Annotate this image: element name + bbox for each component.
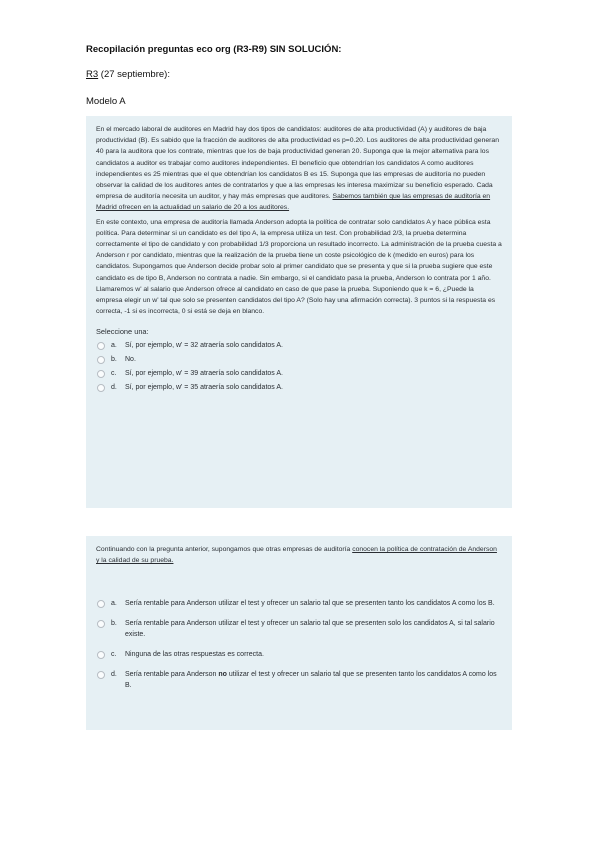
option-text: Sí, por ejemplo, w' = 39 atraería solo candidatos A.	[125, 370, 283, 378]
option-text: Sí, por ejemplo, w' = 32 atraería solo candidatos A.	[125, 342, 283, 350]
question-1-option-a[interactable]	[96, 340, 502, 351]
question-1-option-b[interactable]	[96, 354, 502, 365]
option-text-part: Sería rentable para Anderson	[125, 671, 219, 679]
option-letter: b.	[111, 356, 117, 364]
question-1-option-c[interactable]	[96, 368, 502, 379]
option-letter: a.	[111, 600, 117, 608]
option-letter: b.	[111, 620, 117, 628]
section-r3-line	[86, 69, 546, 80]
question-1-paragraph-1	[96, 124, 502, 214]
question-2-option-c[interactable]	[96, 649, 502, 660]
option-text-bold: no	[218, 671, 227, 679]
radio-button[interactable]	[97, 370, 105, 378]
option-text: Sería rentable para Anderson utilizar el test y ofrecer un salario tal que se presenten tanto los candidatos A como los B.	[125, 600, 495, 608]
option-letter: a.	[111, 342, 117, 350]
question-card-1	[86, 116, 512, 508]
radio-button[interactable]	[97, 651, 105, 659]
radio-button[interactable]	[97, 600, 105, 608]
section-r3-date: (27 septiembre):	[98, 69, 170, 80]
option-letter: d.	[111, 671, 117, 679]
radio-button[interactable]	[97, 384, 105, 392]
question-2-intro-text: Continuando con la pregunta anterior, supongamos que otras empresas de auditoría	[96, 546, 353, 553]
option-letter: d.	[111, 384, 117, 392]
option-text: Ninguna de las otras respuestas es correcta.	[125, 651, 264, 659]
option-letter: c.	[111, 651, 117, 659]
option-text-part: utilizar el test y ofrecer un salario tal que se presenten tanto los candidatos A como los B.	[125, 671, 497, 690]
radio-button[interactable]	[97, 342, 105, 350]
question-2-option-a[interactable]	[96, 598, 502, 609]
question-1-paragraph-1-underlined: Sabemos también que las empresas de auditoría en Madrid ofrecen en la actualidad un salario de 20 a los auditores.	[96, 193, 491, 212]
option-text: No.	[125, 356, 136, 364]
option-text	[125, 669, 502, 691]
radio-button[interactable]	[97, 671, 105, 679]
question-2-intro-underlined: conocen la política de contratación de Anderson y la calidad de su prueba.	[96, 546, 497, 565]
option-text: Sería rentable para Anderson utilizar el test y ofrecer un salario tal que se presenten solo los candidatos A, si tal salario existe.	[125, 620, 495, 639]
document-header	[86, 44, 546, 123]
question-1-option-d[interactable]	[96, 382, 502, 393]
radio-button[interactable]	[97, 356, 105, 364]
question-card-2	[86, 536, 512, 730]
question-2-option-b[interactable]	[96, 618, 502, 640]
question-1-paragraph-2: En este contexto, una empresa de auditoría llamada Anderson adopta la política de contratar solo candidatos A y hace pública esta política. Para determinar si un candidato es del tipo A, la empresa utiliza un test. Con probabilidad 2/3, la prueba determina correctamente el tipo de candidato y con probabilidad 1/3 proporciona un resultado incorrecto. La administración de la prueba cuesta a Anderson r por candidato, mientras que la realización de la prueba tiene un coste psicológico de k (medido en euros) para los candidatos. Supongamos que Anderson decide probar solo al primer candidato que se presenta y que si la prueba sugiere que este candidato es de tipo B, Anderson no contrata a nadie. Sin embargo, si el candidato pasa la prueba, Anderson lo contrata por 1 año. Llamaremos w' al salario que Anderson ofrece al candidato en caso de que pase la prueba. Suponiendo que k = 6, ¿Puede la empresa elegir un w' tal que solo se presenten candidatos del tipo A? (Solo hay una afirmación correcta). 3 puntos si la respuesta es correcta, -1 si es incorrecta, 0 si está se deja en blanco.	[96, 218, 502, 316]
question-1-paragraph-1-text: En el mercado laboral de auditores en Madrid hay dos tipos de candidatos: auditores de alta productividad (A) y auditores de baja productividad (B). Es sabido que la fracción de auditores de alta productividad es p=0.20. Los auditores de alta productividad generan 40 para la auditora que los contrate, mientras que los de baja productividad generan 20. Suponga que la mejor alternativa para los candidatos a auditor es trabajar como auditores independientes. El beneficio que obtendrían los candidatos A como auditores independientes es 25 mientras que el que obtendrían los candidatos B es 15. Suponga que las empresas de auditoría no pueden observar la calidad de los auditores antes de contratarlos y que a las empresas les interesa maximizar su beneficio esperado. Cada empresa de auditoría necesita un auditor, y hay más empresas que auditores.	[96, 126, 499, 201]
question-2-option-d[interactable]	[96, 669, 502, 691]
option-letter: c.	[111, 370, 117, 378]
document-title: Recopilación preguntas eco org (R3-R9) SIN SOLUCIÓN:	[86, 44, 342, 55]
radio-button[interactable]	[97, 620, 105, 628]
question-2-intro	[96, 544, 502, 566]
option-text: Sí, por ejemplo, w' = 35 atraería solo candidatos A.	[125, 384, 283, 392]
model-label: Modelo A	[86, 96, 126, 107]
select-one-label: Seleccione una:	[96, 327, 149, 337]
section-r3-label: R3	[86, 69, 99, 80]
